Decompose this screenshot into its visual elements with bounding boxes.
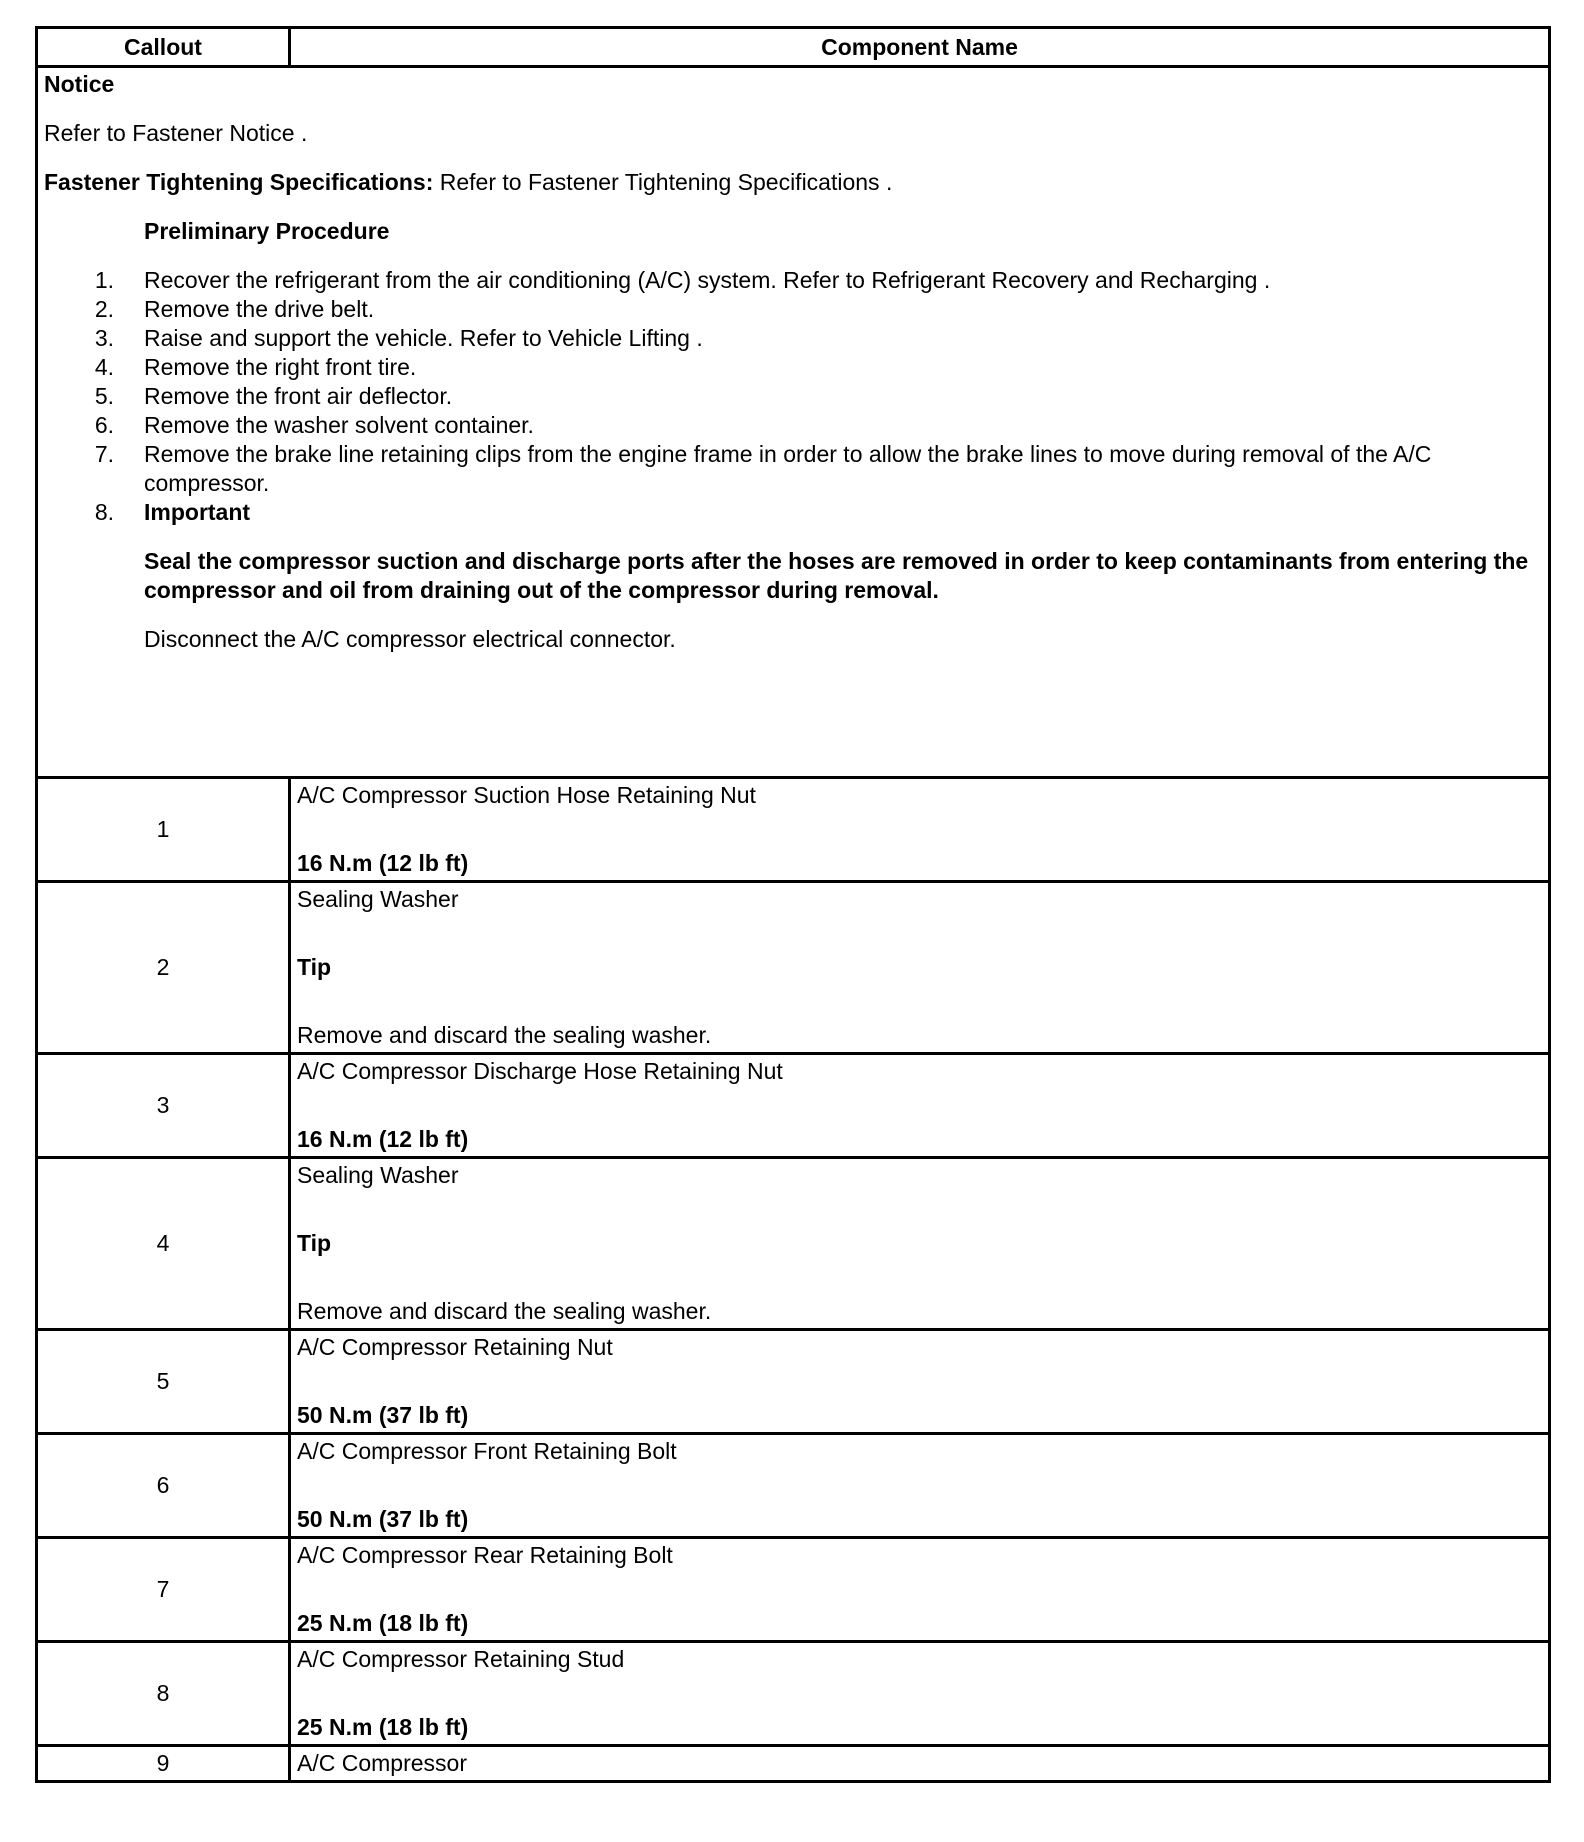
important-text: Seal the compressor suction and discharge ports after the hoses are removed in order to keep contaminants from entering the compressor and oil from draining out of the compressor during removal.: [144, 548, 1529, 603]
component-name-header: Component Name: [290, 28, 1550, 67]
step-item: [44, 295, 1542, 324]
callout-number: 2: [37, 882, 290, 1054]
table-row: [37, 1054, 1550, 1158]
component-cell: [290, 1746, 1550, 1782]
tip-label: Tip: [297, 1230, 332, 1256]
step-number: 4.: [94, 354, 114, 380]
step-number: 7.: [94, 441, 114, 467]
procedure-steps: [44, 266, 1542, 527]
torque-spec: 25 N.m (18 lb ft): [297, 1714, 469, 1740]
component-cell: [290, 1158, 1550, 1330]
component-cell: [290, 1434, 1550, 1538]
important-title: Important: [144, 499, 251, 525]
component-name: A/C Compressor Retaining Nut: [297, 1334, 613, 1360]
callout-number: 3: [37, 1054, 290, 1158]
component-cell: [290, 1642, 1550, 1746]
callout-number: 5: [37, 1330, 290, 1434]
tip-label: Tip: [297, 954, 332, 980]
component-name: A/C Compressor Front Retaining Bolt: [297, 1438, 677, 1464]
step-number: 1.: [94, 267, 114, 293]
intro-cell: [37, 67, 1550, 778]
step-text: Raise and support the vehicle. Refer to Vehicle Lifting .: [144, 325, 703, 351]
callout-number: 4: [37, 1158, 290, 1330]
spec-label: Fastener Tightening Specifications:: [44, 169, 434, 195]
notice-title: Notice: [44, 71, 115, 97]
component-cell: [290, 1538, 1550, 1642]
preliminary-title: Preliminary Procedure: [144, 218, 390, 244]
table-row: [37, 1158, 1550, 1330]
intro-row: [37, 67, 1550, 778]
step-item: [44, 353, 1542, 382]
step-text: Remove the right front tire.: [144, 354, 417, 380]
torque-spec: 50 N.m (37 lb ft): [297, 1506, 469, 1532]
callout-number: 1: [37, 778, 290, 882]
callout-header: Callout: [37, 28, 290, 67]
step-text: Remove the washer solvent container.: [144, 412, 534, 438]
table-row: [37, 1642, 1550, 1746]
table-row: [37, 1330, 1550, 1434]
tip-text: Remove and discard the sealing washer.: [297, 1022, 712, 1048]
step-item: [44, 266, 1542, 295]
component-name: A/C Compressor Discharge Hose Retaining Nut: [297, 1058, 783, 1084]
step-number: 2.: [94, 296, 114, 322]
torque-spec: 25 N.m (18 lb ft): [297, 1610, 469, 1636]
final-step-text: Disconnect the A/C compressor electrical connector.: [144, 626, 676, 652]
component-name: A/C Compressor Retaining Stud: [297, 1646, 625, 1672]
step-text: Remove the drive belt.: [144, 296, 375, 322]
table-row: [37, 778, 1550, 882]
table-row: [37, 1746, 1550, 1782]
torque-spec: 16 N.m (12 lb ft): [297, 850, 469, 876]
component-cell: [290, 1330, 1550, 1434]
callout-number: 9: [37, 1746, 290, 1782]
step-text: Recover the refrigerant from the air conditioning (A/C) system. Refer to Refrigerant Recovery and Recharging .: [144, 267, 1271, 293]
component-cell: [290, 882, 1550, 1054]
step-text: Remove the brake line retaining clips from the engine frame in order to allow the brake lines to move during removal of the A/C compressor.: [144, 441, 1432, 496]
component-name: A/C Compressor Rear Retaining Bolt: [297, 1542, 673, 1568]
spec-line: [44, 168, 1542, 197]
table-header-row: [37, 28, 1550, 67]
torque-spec: 50 N.m (37 lb ft): [297, 1402, 469, 1428]
step-number: 5.: [94, 383, 114, 409]
notice-text: Refer to Fastener Notice .: [44, 120, 308, 146]
step-number: 8.: [94, 499, 114, 525]
step-item: [44, 440, 1542, 498]
callout-number: 6: [37, 1434, 290, 1538]
step-item: [44, 382, 1542, 411]
table-row: [37, 882, 1550, 1054]
component-name: A/C Compressor Suction Hose Retaining Nut: [297, 782, 756, 808]
step-item-important: [44, 498, 1542, 527]
step-number: 6.: [94, 412, 114, 438]
component-name: A/C Compressor: [297, 1750, 467, 1776]
spec-text: Refer to Fastener Tightening Specifications .: [433, 169, 893, 195]
component-name: Sealing Washer: [297, 886, 459, 912]
tip-text: Remove and discard the sealing washer.: [297, 1298, 712, 1324]
callout-table: [35, 26, 1551, 1783]
component-cell: [290, 1054, 1550, 1158]
step-item: [44, 411, 1542, 440]
torque-spec: 16 N.m (12 lb ft): [297, 1126, 469, 1152]
step-text: Remove the front air deflector.: [144, 383, 453, 409]
table-row: [37, 1434, 1550, 1538]
step-item: [44, 324, 1542, 353]
callout-number: 8: [37, 1642, 290, 1746]
table-row: [37, 1538, 1550, 1642]
step-number: 3.: [94, 325, 114, 351]
component-cell: [290, 778, 1550, 882]
component-name: Sealing Washer: [297, 1162, 459, 1188]
callout-number: 7: [37, 1538, 290, 1642]
